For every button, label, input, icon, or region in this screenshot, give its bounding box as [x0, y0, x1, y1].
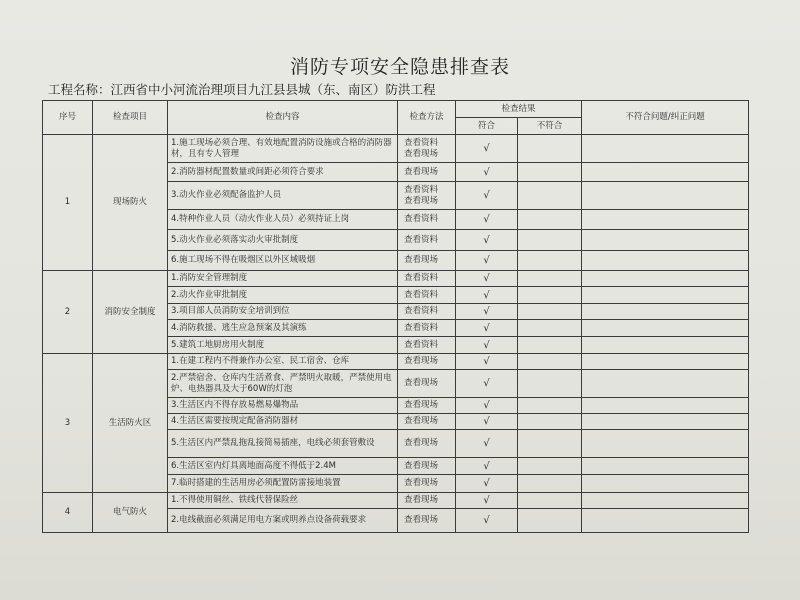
check-content: 3.生活区内不得存放易燃易爆物品: [168, 398, 398, 414]
nonconform-cell: [518, 398, 582, 414]
page-title: 消防专项安全隐患排查表: [289, 56, 510, 78]
conform-mark: √: [456, 458, 518, 475]
check-content: 2.严禁宿舍、仓库内生活煮食、严禁明火取暖，严禁使用电炉、电热器具及大于60W的灯泡: [168, 370, 398, 398]
issue-cell: [582, 135, 749, 163]
check-method: 查看现场: [398, 430, 456, 458]
nonconform-cell: [518, 210, 582, 230]
header-item: 检查项目: [93, 101, 168, 135]
conform-mark: √: [456, 370, 518, 398]
group-number: 3: [43, 354, 93, 493]
check-content: 2.动火作业审批制度: [168, 287, 398, 304]
conform-mark: √: [456, 304, 518, 320]
nonconform-cell: [518, 370, 582, 398]
issue-cell: [582, 320, 749, 337]
nonconform-cell: [518, 304, 582, 320]
header-no: 序号: [43, 101, 93, 135]
group-item: 电气防火: [93, 493, 168, 533]
check-content: 5.动火作业必须落实动火审批制度: [168, 230, 398, 251]
check-method: 查看资料: [398, 320, 456, 337]
nonconform-cell: [518, 337, 582, 354]
issue-cell: [582, 458, 749, 475]
issue-cell: [582, 370, 749, 398]
check-content: 4.消防救援、逃生应急预案及其演练: [168, 320, 398, 337]
check-method: 查看现场: [398, 251, 456, 271]
conform-mark: √: [456, 210, 518, 230]
conform-mark: √: [456, 414, 518, 430]
group-item: 生活防火区: [93, 354, 168, 493]
conform-mark: √: [456, 430, 518, 458]
check-method: 查看现场: [398, 475, 456, 493]
issue-cell: [582, 475, 749, 493]
conform-mark: √: [456, 163, 518, 182]
check-content: 3.动火作业必须配备监护人员: [168, 182, 398, 210]
conform-mark: √: [456, 320, 518, 337]
check-method: 查看现场: [398, 509, 456, 533]
check-content: 1.不得使用铜丝、铁线代替保险丝: [168, 493, 398, 509]
issue-cell: [582, 509, 749, 533]
check-method: 查看资料: [398, 230, 456, 251]
group-number: 1: [43, 135, 93, 271]
nonconform-cell: [518, 320, 582, 337]
nonconform-cell: [518, 493, 582, 509]
issue-cell: [582, 304, 749, 320]
conform-mark: √: [456, 354, 518, 370]
nonconform-cell: [518, 354, 582, 370]
conform-mark: √: [456, 337, 518, 354]
check-content: 6.生活区室内灯具离地面高度不得低于2.4M: [168, 458, 398, 475]
nonconform-cell: [518, 475, 582, 493]
issue-cell: [582, 414, 749, 430]
conform-mark: √: [456, 182, 518, 210]
project-name-line: 工程名称：江西省中小河流治理项目九江县县城（东、南区）防洪工程: [48, 82, 436, 97]
check-content: 3.项目部人员消防安全培训到位: [168, 304, 398, 320]
group-number: 2: [43, 271, 93, 354]
group-item: 消防安全制度: [93, 271, 168, 354]
issue-cell: [582, 251, 749, 271]
nonconform-cell: [518, 458, 582, 475]
check-content: 1.在建工程内不得兼作办公室、民工宿舍、仓库: [168, 354, 398, 370]
check-method: 查看资料 查看现场: [398, 135, 456, 163]
check-content: 6.施工现场不得在吸烟区以外区域吸烟: [168, 251, 398, 271]
conform-mark: √: [456, 287, 518, 304]
issue-cell: [582, 398, 749, 414]
issue-cell: [582, 210, 749, 230]
conform-mark: √: [456, 475, 518, 493]
check-content: 5.建筑工地厨房用火制度: [168, 337, 398, 354]
check-content: 4.特种作业人员（动火作业人员）必须持证上岗: [168, 210, 398, 230]
issue-cell: [582, 271, 749, 287]
check-method: 查看资料 查看现场: [398, 182, 456, 210]
check-content: 1.施工现场必须合理、有效地配置消防设施或合格的消防器材，且有专人管理: [168, 135, 398, 163]
nonconform-cell: [518, 287, 582, 304]
inspection-table: [42, 100, 749, 533]
nonconform-cell: [518, 230, 582, 251]
issue-cell: [582, 337, 749, 354]
header-content: 检查内容: [168, 101, 398, 135]
issue-cell: [582, 354, 749, 370]
check-method: 查看资料: [398, 304, 456, 320]
issue-cell: [582, 182, 749, 210]
check-content: 1.消防安全管理制度: [168, 271, 398, 287]
check-method: 查看资料: [398, 287, 456, 304]
nonconform-cell: [518, 271, 582, 287]
table-row: [43, 493, 749, 509]
check-method: 查看现场: [398, 458, 456, 475]
nonconform-cell: [518, 163, 582, 182]
issue-cell: [582, 430, 749, 458]
conform-mark: √: [456, 135, 518, 163]
issue-cell: [582, 493, 749, 509]
check-method: 查看资料: [398, 210, 456, 230]
check-content: 4.生活区需要按规定配备消防器材: [168, 414, 398, 430]
check-method: 查看资料: [398, 271, 456, 287]
check-method: 查看现场: [398, 370, 456, 398]
nonconform-cell: [518, 430, 582, 458]
check-method: 查看现场: [398, 398, 456, 414]
conform-mark: √: [456, 271, 518, 287]
header-result: 检查结果: [456, 101, 582, 118]
conform-mark: √: [456, 509, 518, 533]
check-method: 查看现场: [398, 414, 456, 430]
check-content: 2.消防器材配置数量或间距必须符合要求: [168, 163, 398, 182]
issue-cell: [582, 163, 749, 182]
check-method: 查看资料: [398, 337, 456, 354]
group-item: 现场防火: [93, 135, 168, 271]
header-method: 检查方法: [398, 101, 456, 135]
check-method: 查看现场: [398, 493, 456, 509]
conform-mark: √: [456, 398, 518, 414]
table-row: [43, 135, 749, 163]
header-conform: 符合: [456, 118, 518, 135]
nonconform-cell: [518, 251, 582, 271]
table-row: [43, 354, 749, 370]
check-content: 7.临时搭建的生活用房必须配置防雷接地装置: [168, 475, 398, 493]
nonconform-cell: [518, 135, 582, 163]
table-row: [43, 271, 749, 287]
check-method: 查看现场: [398, 354, 456, 370]
issue-cell: [582, 287, 749, 304]
nonconform-cell: [518, 414, 582, 430]
header-nonconform: 不符合: [518, 118, 582, 135]
header-issue: 不符合问题/纠正问题: [582, 101, 749, 135]
conform-mark: √: [456, 493, 518, 509]
conform-mark: √: [456, 230, 518, 251]
issue-cell: [582, 230, 749, 251]
conform-mark: √: [456, 251, 518, 271]
check-method: 查看现场: [398, 163, 456, 182]
group-number: 4: [43, 493, 93, 533]
check-content: 5.生活区内严禁乱拖乱接简易插座，电线必须套管敷设: [168, 430, 398, 458]
check-content: 2.电线截面必须满足用电方案或明养点设备荷载要求: [168, 509, 398, 533]
nonconform-cell: [518, 509, 582, 533]
nonconform-cell: [518, 182, 582, 210]
